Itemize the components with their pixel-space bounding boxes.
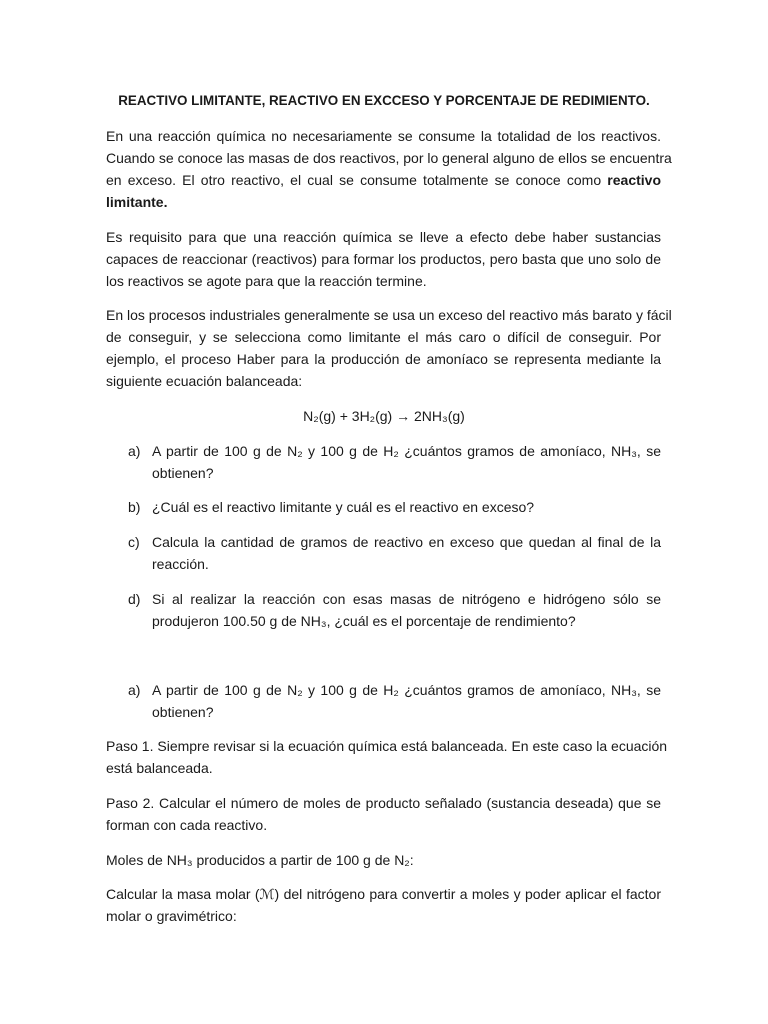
- text-line: A partir de 100 g de N₂ y 100 g de H₂ ¿cuántos gramos de amoníaco, NH₃, se: [152, 443, 661, 459]
- list-marker: a): [128, 443, 141, 459]
- text-line: está balanceada.: [106, 760, 213, 776]
- list-marker: b): [128, 499, 141, 515]
- bold-term-limitante: limitante.: [106, 194, 168, 210]
- text-line: siguiente ecuación balanceada:: [106, 373, 303, 389]
- text-line: Paso 1. Siempre revisar si la ecuación química está balanceada. En este caso la ecuación: [106, 738, 668, 754]
- text-line: A partir de 100 g de N₂ y 100 g de H₂ ¿cuántos gramos de amoníaco, NH₃, se: [152, 682, 661, 698]
- text-line: Calcula la cantidad de gramos de reactivo en exceso que quedan al final de la: [152, 534, 661, 550]
- text-line: produjeron 100.50 g de NH₃, ¿cuál es el porcentaje de rendimiento?: [152, 613, 576, 629]
- list-marker: c): [128, 534, 140, 550]
- text-line: Calcular la masa molar (ℳ) del nitrógeno para convertir a moles y poder aplicar el factor: [106, 886, 661, 902]
- text-line: ejemplo, el proceso Haber para la producción de amoníaco se representa mediante la: [106, 351, 661, 367]
- text-line: Moles de NH₃ producidos a partir de 100 g de N₂:: [106, 852, 414, 868]
- text-line: los reactivos se agote para que la reacción termine.: [106, 273, 427, 289]
- text-line: Es requisito para que una reacción química se lleve a efecto debe haber sustancias: [106, 229, 661, 245]
- text-line: reacción.: [152, 556, 209, 572]
- text-segment: en exceso. El otro reactivo, el cual se consume totalmente se conoce como: [106, 172, 608, 188]
- text-line: En una reacción química no necesariamente se consume la totalidad de los reactivos.: [106, 128, 661, 144]
- text-line: Cuando se conoce las masas de dos reactivos, por lo general alguno de ellos se encuentra: [106, 150, 672, 166]
- text-line: En los procesos industriales generalmente se usa un exceso del reactivo más barato y fácil: [106, 307, 672, 323]
- chemical-equation: N₂(g) + 3H₂(g) → 2NH₃(g): [303, 408, 465, 424]
- paragraph-intro: [106, 125, 672, 213]
- text-line: ¿Cuál es el reactivo limitante y cuál es el reactivo en exceso?: [152, 499, 535, 515]
- paso-1: [106, 735, 668, 779]
- paragraph-procesos: [106, 304, 672, 392]
- bold-term: reactivo: [607, 172, 661, 188]
- paso-2: [106, 792, 661, 836]
- paragraph-requisito: [106, 226, 661, 292]
- list-marker: a): [128, 682, 141, 698]
- moles-line: [106, 849, 661, 871]
- list-marker: d): [128, 591, 141, 607]
- text-line: de conseguir, y se selecciona como limitante el más caro o difícil de conseguir. Por: [106, 329, 661, 345]
- text-line: capaces de reaccionar (reactivos) para formar los productos, pero basta que uno solo de: [106, 251, 661, 267]
- text-line: [106, 169, 661, 191]
- text-line: molar o gravimétrico:: [106, 908, 237, 924]
- text-line: Si al realizar la reacción con esas masas de nitrógeno e hidrógeno sólo se: [152, 591, 661, 607]
- masa-molar-paragraph: [106, 883, 661, 927]
- document-title: REACTIVO LIMITANTE, REACTIVO EN EXCCESO Y PORCENTAJE DE REDIMIENTO.: [118, 93, 650, 108]
- text-line: forman con cada reactivo.: [106, 817, 268, 833]
- text-line: obtienen?: [152, 465, 214, 481]
- text-line: Paso 2. Calcular el número de moles de producto señalado (sustancia deseada) que se: [106, 795, 661, 811]
- text-line: obtienen?: [152, 704, 214, 720]
